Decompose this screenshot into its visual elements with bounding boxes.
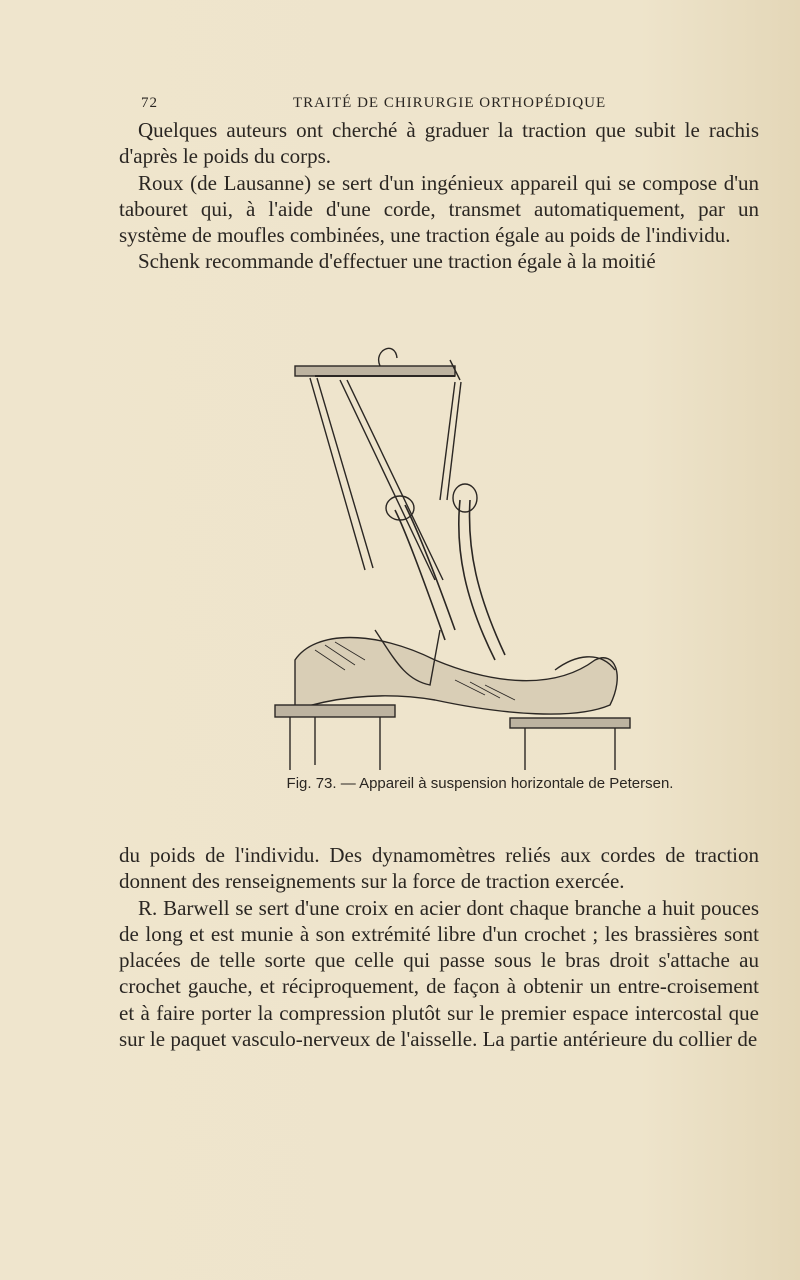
running-header [115,95,755,119]
paragraph-gradation: Quelques auteurs ont cherché à graduer la traction que subit le rachis d'après le poids du corps. [119,118,759,169]
left-rope [310,378,365,570]
running-title: TRAITÉ DE CHIRURGIE ORTHOPÉDIQUE [293,95,607,111]
figure-caption: Fig. 73. — Appareil à suspension horizontale de Petersen. [286,775,674,792]
paragraph-barwell: R. Barwell se sert d'une croix en acier dont chaque branche a huit pouces de long et est munie à son extrémité libre d'un crochet ; les brassières sont placées de telle sorte que celle qui passe sous le bras droit s'attache au crochet gauche, et réciproquement, de façon à obtenir un entre-croisement et à faire porter la compression plutôt sur le premier espace intercostal que sur le paquet vasculo-nerveux de l'aisselle. La partie antérieure du collier de [119,895,759,1052]
left-stool-top [275,705,395,717]
text-block-bottom [119,842,759,1052]
page-number: 72 [141,95,158,111]
text-block-top [119,117,759,275]
paragraph-roux: Roux (de Lausanne) se sert d'un ingénieux appareil qui se compose d'un tabouret qui, à l'aide d'une corde, transmet automatiquement, par un système de moufles combinées, une traction égale au poids de l'individu. [119,170,759,248]
suspension-hook [379,348,397,366]
right-stool-legs [525,728,615,770]
paragraph-schenk: Schenk recommande d'effectuer une traction égale à la moitié [138,249,656,274]
patient-body [295,638,617,715]
left-stool-legs [290,717,380,770]
center-rope [340,380,435,580]
right-rope [440,382,455,500]
left-arm [395,510,445,640]
figure-petersen-apparatus [255,330,665,770]
paragraph-dynamometres: du poids de l'individu. Des dynamomètres reliés aux cordes de traction donnent des renseignements sur la force de traction exercée. [119,843,759,894]
suspension-bar [295,366,455,376]
suspension-illustration [255,330,665,770]
right-stool-top [510,718,630,728]
right-hand [453,484,477,512]
left-hand [386,496,414,520]
